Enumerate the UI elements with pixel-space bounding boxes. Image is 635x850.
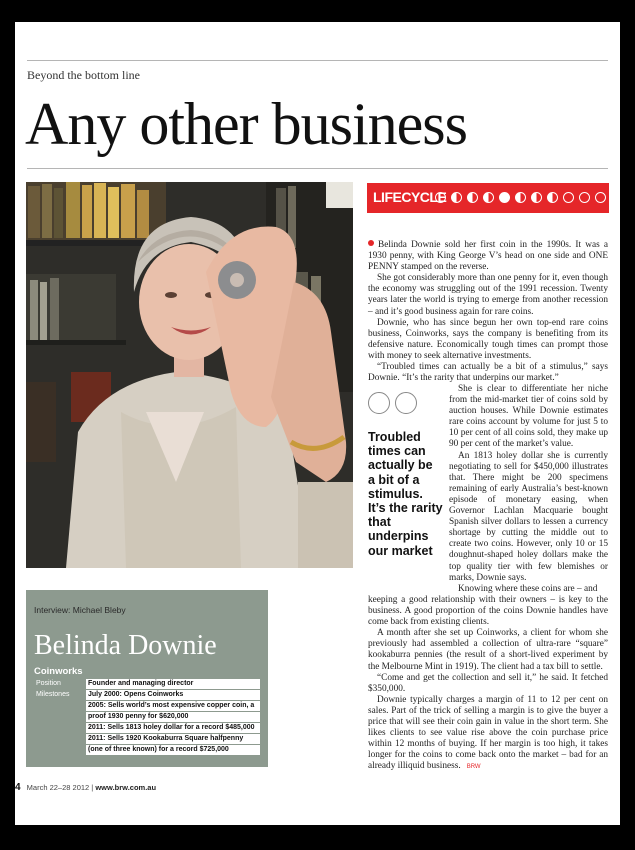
lifecycle-dot	[595, 192, 606, 203]
table-row	[34, 745, 260, 756]
site-link[interactable]: www.brw.com.au	[95, 783, 157, 792]
paragraph: keeping a good relationship with their owners – is key to the business. A good proportion of the coins Downie handles have come back from existing clients.	[368, 595, 608, 628]
lifecycle-dot	[515, 192, 526, 203]
lifecycle-dot	[611, 192, 620, 203]
section-kicker: Beyond the bottom line	[27, 68, 140, 82]
lifecycle-dot	[579, 192, 590, 203]
lifecycle-dot	[547, 192, 558, 203]
profile-name: Belinda Downie	[34, 630, 217, 661]
article-body-narrow	[449, 384, 608, 595]
table-row	[34, 734, 260, 745]
lifecycle-dot	[563, 192, 574, 203]
row-key: Position	[34, 679, 86, 690]
pull-quote: Troubled times can actually be a bit of a stimulus. It’s the rarity that underpins our market	[368, 430, 443, 558]
row-key	[34, 734, 86, 745]
paragraph: She is clear to differentiate her niche from the mid-market tier of coins sold by auction houses. While Downie estimates rare coins account by volume for just 5 to 10 per cent of all coins sold, they make up 90 per cent of the market’s value.	[449, 384, 608, 450]
row-value: (one of three known) for a record $725,000	[86, 745, 260, 756]
row-key	[34, 745, 86, 756]
lifecycle-label: LIFECYCLE	[373, 189, 447, 205]
paragraph: A month after she set up Coinworks, a client for whom she previously had assembled a collection of ultra-rare “square” kookaburra pennies (the result of a short-lived experiment by the Melbourne Mint in 1919). The client had a tax bill to settle.	[368, 628, 608, 672]
paragraph: Downie typically charges a margin of 11 to 12 per cent on sales. Part of the trick of selling a margin is to give the buyer a price that will see their coin gain in value in the short term. She likes clients to see value rise above the coin purchase price within 12 months of buying. If her margin is too high, it takes longer for the coins to come back onto the market – bad for an already illiquid business. BRW	[368, 694, 608, 772]
lifecycle-dot	[435, 192, 446, 203]
paragraph: Knowing where these coins are – and	[458, 583, 598, 594]
row-value: Founder and managing director	[86, 679, 260, 690]
page-number: 4	[15, 782, 21, 793]
article-body-bottom	[368, 595, 608, 774]
magazine-page	[15, 22, 620, 825]
headline-rule	[27, 168, 608, 169]
row-value: 2011: Sells 1920 Kookaburra Square halfpenny	[86, 734, 260, 745]
table-row	[34, 712, 260, 723]
paragraph: “Come and get the collection and sell it,” he said. It fetched $350,000.	[368, 672, 608, 694]
row-key	[34, 701, 86, 712]
profile-box	[26, 590, 268, 767]
profile-table	[34, 679, 260, 756]
end-mark: BRW	[466, 764, 481, 771]
issue-date: March 22–28 2012	[26, 783, 90, 792]
row-key	[34, 712, 86, 723]
paragraph: Belinda Downie sold her first coin in the 1990s. It was a 1930 penny, with King George V’s head on one side and ONE PENNY stamped on the reverse.	[368, 240, 608, 273]
row-key	[34, 723, 86, 734]
lifecycle-progress	[435, 192, 620, 203]
lifecycle-banner	[367, 183, 609, 213]
lifecycle-dot	[531, 192, 542, 203]
portrait-photo	[26, 182, 353, 568]
table-row	[34, 701, 260, 712]
row-value: 2011: Sells 1813 holey dollar for a record $485,000	[86, 723, 260, 734]
row-value: July 2000: Opens Coinworks	[86, 690, 260, 701]
page-footer: 4 March 22–28 2012 | www.brw.com.au	[15, 782, 157, 793]
lifecycle-dot	[451, 192, 462, 203]
bullet-icon	[368, 240, 374, 246]
paragraph: She got considerably more than one penny for it, even though the economy was struggling out of the 1991 recession. Twenty years later the world is trying to emerge from another recession – and it’s good business again for rare coins.	[368, 273, 608, 317]
headline: Any other business	[25, 91, 467, 157]
top-rule	[27, 60, 608, 61]
lifecycle-dot	[467, 192, 478, 203]
table-row	[34, 690, 260, 701]
circle-icon	[368, 392, 390, 414]
quote-ornament	[368, 392, 417, 414]
article-body-top	[368, 240, 608, 384]
table-row	[34, 679, 260, 690]
paragraph: An 1813 holey dollar she is currently negotiating to sell for $450,000 illustrates that. There might be 200 specimens remaining of early Australia’s best-known episode of monetary easing, when Governor Lachlan Macquarie bought Spanish silver dollars to lessen a currency shortage by cutting the middle out to create two coins. However, only 10 or 15 doughnut-shaped holey dollars make the top quality tier with few blemishes or marks, Downie says.	[449, 450, 608, 583]
row-value: 2005: Sells world’s most expensive copper coin, a	[86, 701, 260, 712]
paragraph: “Troubled times can actually be a bit of a stimulus,” says Downie. “It’s the rarity that underpins our market.”	[368, 362, 608, 384]
lifecycle-dot	[483, 192, 494, 203]
row-value: proof 1930 penny for $620,000	[86, 712, 260, 723]
lifecycle-dot	[499, 192, 510, 203]
company-name: Coinworks	[34, 666, 83, 677]
paragraph: Downie, who has since begun her own top-end rare coins business, Coinworks, says the company is benefiting from its defensive nature. Economically tough times can prompt those with money to seek alternative investments.	[368, 317, 608, 361]
interview-credit: Interview: Michael Bleby	[34, 605, 126, 615]
circle-icon	[395, 392, 417, 414]
row-key: Milestones	[34, 690, 86, 701]
table-row	[34, 723, 260, 734]
